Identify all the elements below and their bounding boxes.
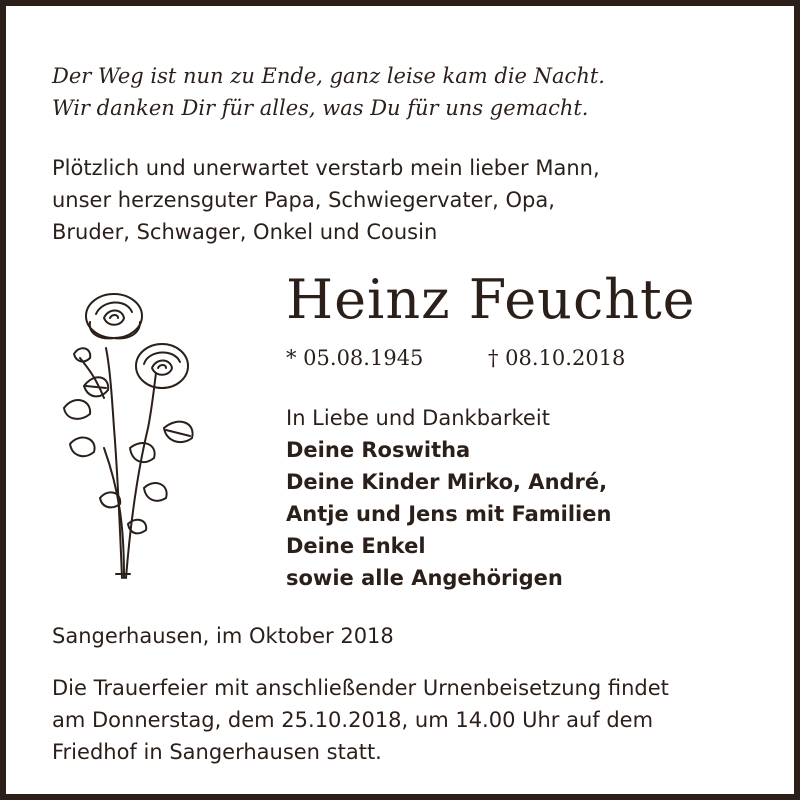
funeral-line-3: Friedhof in Sangerhausen statt. <box>52 740 382 764</box>
intro-line-3: Bruder, Schwager, Onkel und Cousin <box>52 220 438 244</box>
signature-line-3: Antje und Jens mit Familien <box>286 502 612 526</box>
signature-line-2: Deine Kinder Mirko, André, <box>286 470 608 494</box>
place-date: Sangerhausen, im Oktober 2018 <box>52 624 394 648</box>
deceased-name: Heinz Feuchte <box>286 268 696 331</box>
funeral-line-1: Die Trauerfeier mit anschließender Urnenbeisetzung findet <box>52 676 669 700</box>
death-date: † 08.10.2018 <box>488 346 626 370</box>
birth-date: * 05.08.1945 <box>286 346 424 370</box>
intro-line-1: Plötzlich und unerwartet verstarb mein lieber Mann, <box>52 156 600 180</box>
motto-line-1: Der Weg ist nun zu Ende, ganz leise kam die Nacht. <box>52 64 605 88</box>
signature-lead: In Liebe und Dankbarkeit <box>286 406 550 430</box>
signature-line-5: sowie alle Angehörigen <box>286 566 563 590</box>
signature-line-1: Deine Roswitha <box>286 438 471 462</box>
funeral-line-2: am Donnerstag, dem 25.10.2018, um 14.00 Uhr auf dem <box>52 708 654 732</box>
motto-line-2: Wir danken Dir für alles, was Du für uns gemacht. <box>52 96 589 120</box>
intro-line-2: unser herzensguter Papa, Schwiegervater, Opa, <box>52 188 555 212</box>
signature-line-4: Deine Enkel <box>286 534 426 558</box>
rose-bouquet-icon <box>44 278 204 598</box>
